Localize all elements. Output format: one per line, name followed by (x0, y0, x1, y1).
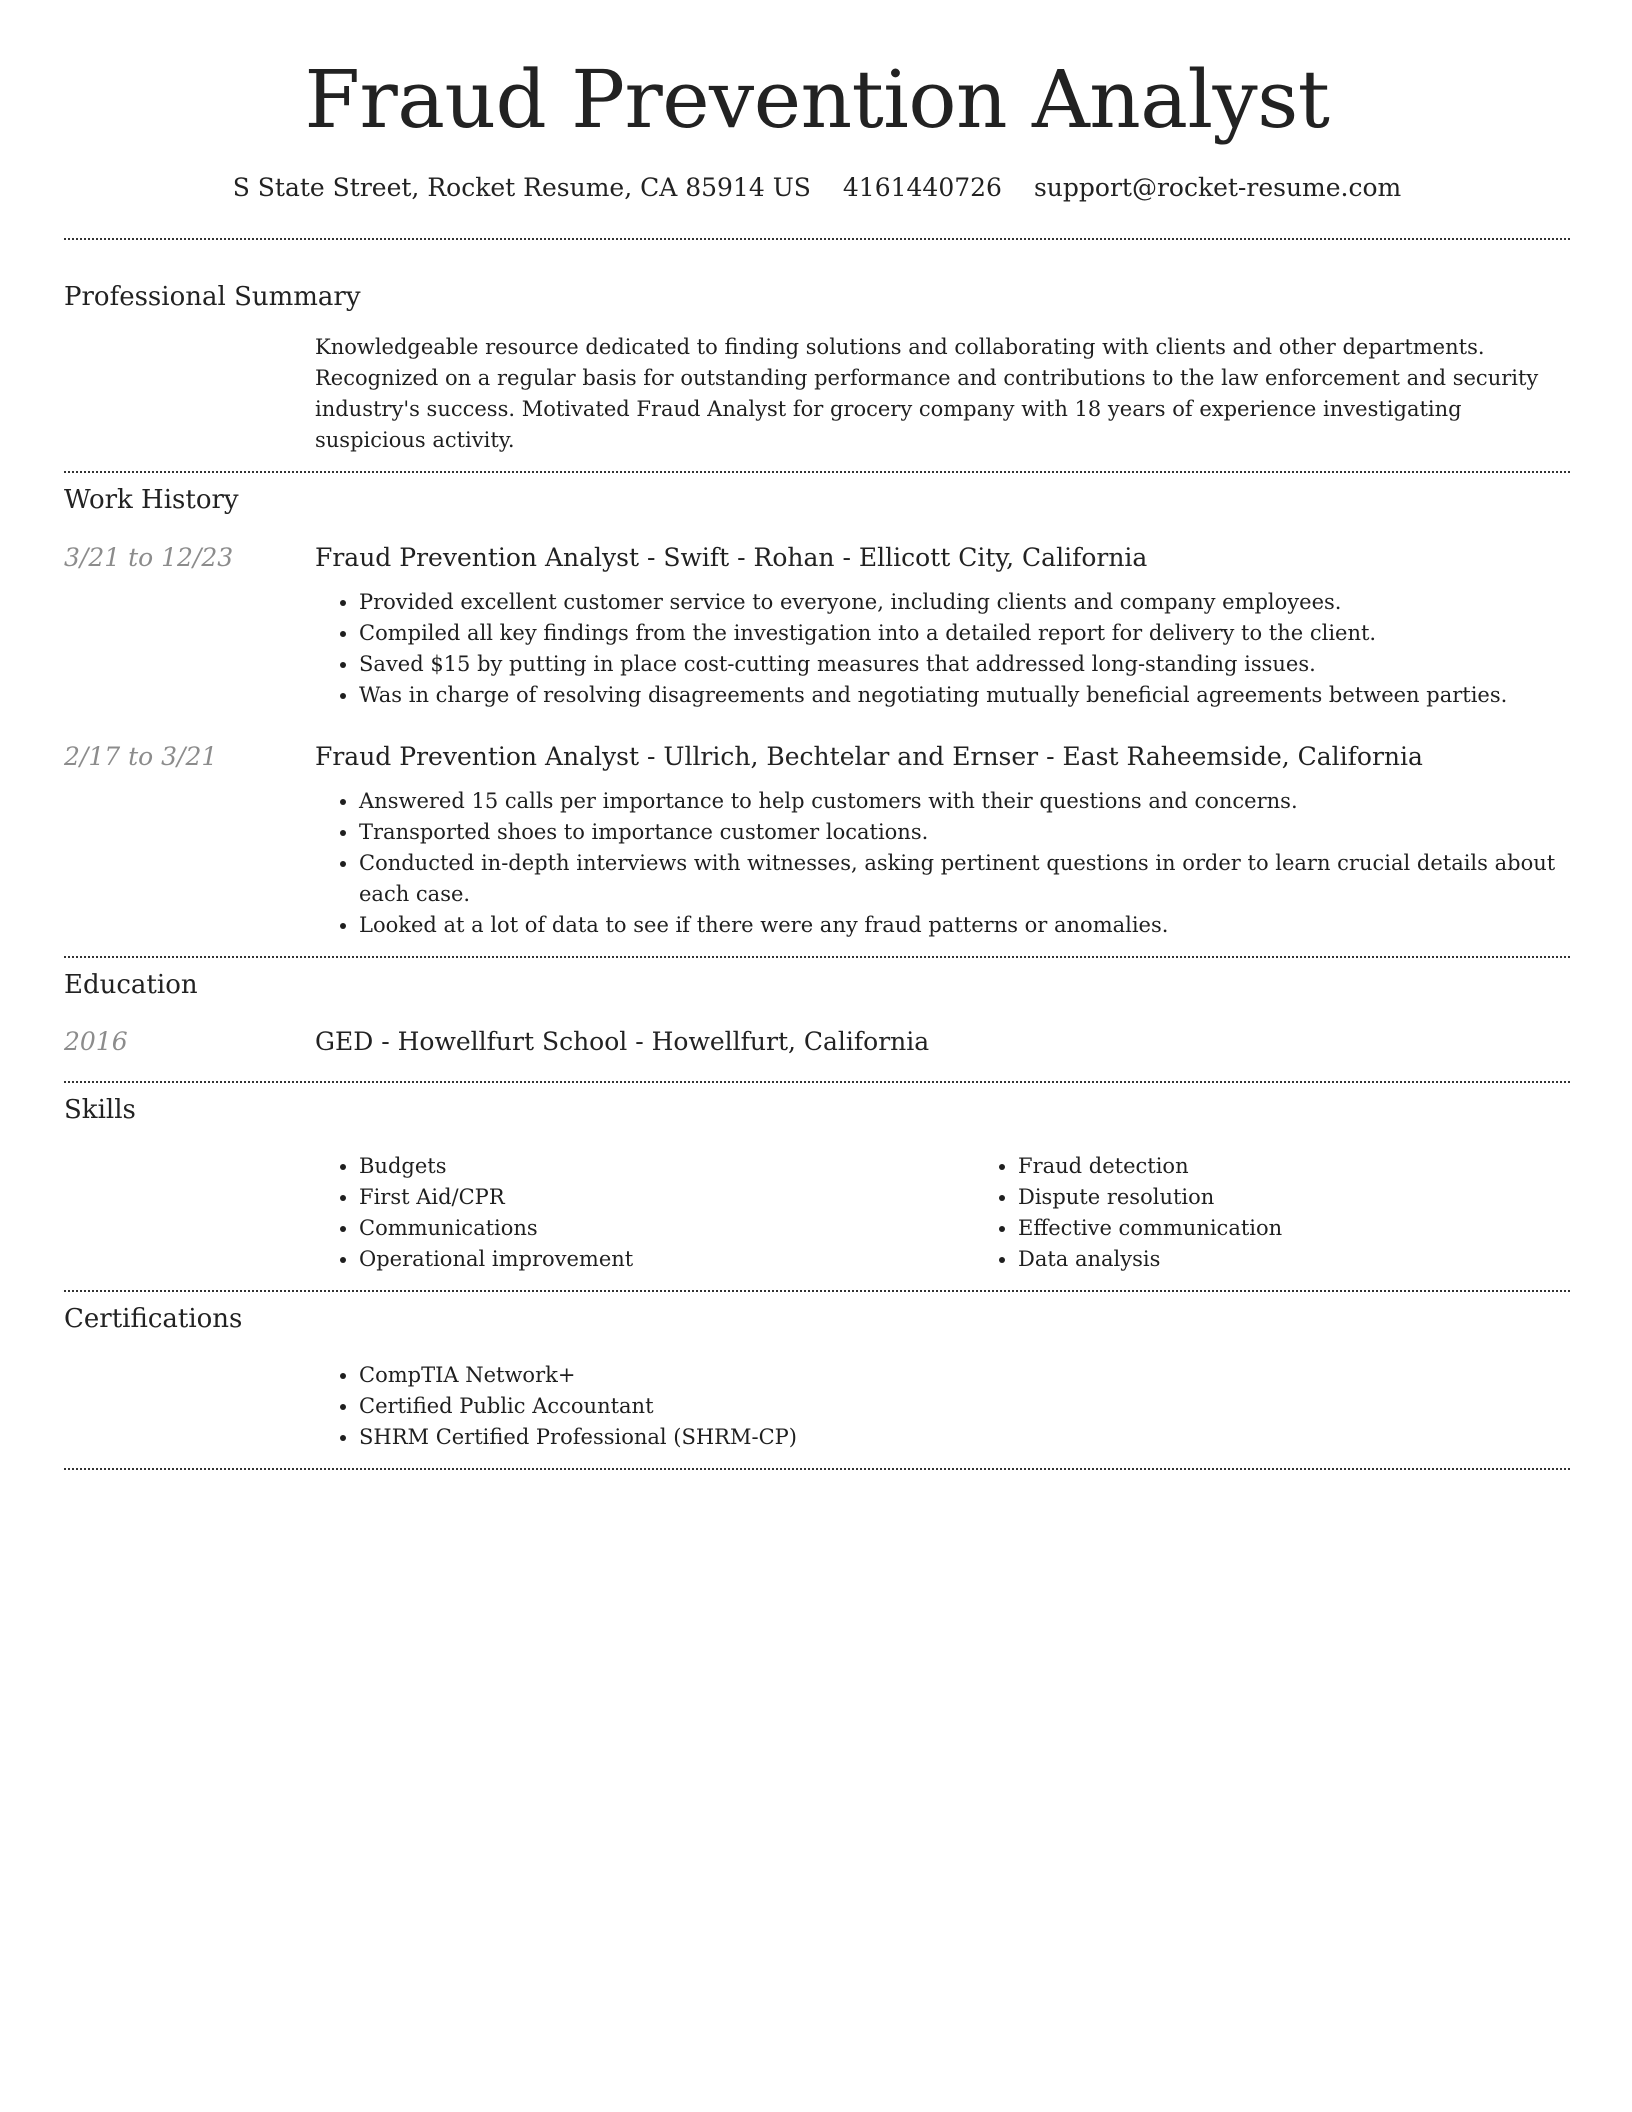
certifications-spacer (64, 1360, 315, 1453)
skill-item: • Communications (359, 1213, 974, 1244)
candidate-name: Fraud Prevention Analyst (304, 53, 1330, 146)
education-section (64, 968, 1570, 1059)
section-divider (64, 1081, 1570, 1083)
skill-item: • Budgets (359, 1151, 974, 1182)
section-title-skills: Skills (64, 1095, 136, 1125)
skills-spacer (64, 1151, 315, 1275)
certification-item: • Certified Public Accountant (359, 1391, 1570, 1422)
section-title-work: Work History (64, 485, 239, 515)
summary-section (64, 280, 1570, 456)
contact-email: support@rocket-resume.com (1033, 173, 1402, 202)
certifications-list (315, 1360, 1570, 1453)
skills-columns (315, 1151, 1632, 1275)
skill-item: • First Aid/CPR (359, 1182, 974, 1213)
certification-item: • CompTIA Network+ (359, 1360, 1570, 1391)
skill-item: • Operational improvement (359, 1244, 974, 1275)
section-divider (64, 238, 1570, 240)
job-entry (64, 740, 1570, 941)
skill-item: • Effective communication (1018, 1213, 1632, 1244)
job-bullet: • Was in charge of resolving disagreements and negotiating mutually beneficial agreements between parties. (359, 680, 1570, 711)
section-divider (64, 1468, 1570, 1470)
skill-item: • Fraud detection (1018, 1151, 1632, 1182)
job-title: Fraud Prevention Analyst - Swift - Rohan - Ellicott City, California (315, 543, 1148, 572)
education-year: 2016 (64, 1027, 128, 1056)
job-bullet: • Saved $15 by putting in place cost-cutting measures that addressed long-standing issues. (359, 649, 1570, 680)
job-bullet: • Compiled all key findings from the investigation into a detailed report for delivery to the client. (359, 618, 1570, 649)
certifications-section (64, 1302, 1570, 1453)
skill-item: • Data analysis (1018, 1244, 1632, 1275)
job-bullet: • Conducted in-depth interviews with witnesses, asking pertinent questions in order to learn crucial details about each case. (359, 848, 1570, 910)
contact-phone: 4161440726 (842, 173, 1002, 202)
section-divider (64, 956, 1570, 958)
job-bullets (315, 786, 1570, 941)
section-title-certifications: Certifications (64, 1304, 243, 1334)
job-title: Fraud Prevention Analyst - Ullrich, Bechtelar and Ernser - East Raheemside, California (315, 742, 1423, 771)
skill-item: • Dispute resolution (1018, 1182, 1632, 1213)
section-title-education: Education (64, 970, 198, 1000)
certification-item: • SHRM Certified Professional (SHRM-CP) (359, 1422, 1570, 1453)
education-entry (64, 1025, 1570, 1059)
job-dates: 3/21 to 12/23 (64, 543, 234, 572)
job-bullet: • Looked at a lot of data to see if there were any fraud patterns or anomalies. (359, 910, 1570, 941)
work-section (64, 483, 1570, 941)
contact-address: S State Street, Rocket Resume, CA 85914 US (232, 173, 811, 202)
section-divider (64, 471, 1570, 473)
education-title: GED - Howellfurt School - Howellfurt, California (315, 1027, 930, 1056)
section-divider (64, 1290, 1570, 1292)
skills-list-left (315, 1151, 974, 1275)
section-title-summary: Professional Summary (64, 282, 361, 312)
job-entry (64, 541, 1570, 711)
job-bullets (315, 587, 1570, 711)
job-dates: 2/17 to 3/21 (64, 742, 218, 771)
summary-text: Knowledgeable resource dedicated to finding solutions and collaborating with clients and other departments. Recognized on a regular basis for outstanding performance and contributions to the law enforcement and security industry's success. Motivated Fraud Analyst for grocery company with 18 years of experience investigating suspicious activity. (315, 335, 1539, 452)
skills-list-right (974, 1151, 1632, 1275)
job-bullet: • Transported shoes to importance customer locations. (359, 817, 1570, 848)
resume-page (64, 0, 1570, 1470)
summary-spacer (64, 332, 315, 456)
job-bullet: • Answered 15 calls per importance to help customers with their questions and concerns. (359, 786, 1570, 817)
job-bullet: • Provided excellent customer service to everyone, including clients and company employees. (359, 587, 1570, 618)
contact-line (64, 172, 1570, 204)
skills-section (64, 1093, 1570, 1275)
